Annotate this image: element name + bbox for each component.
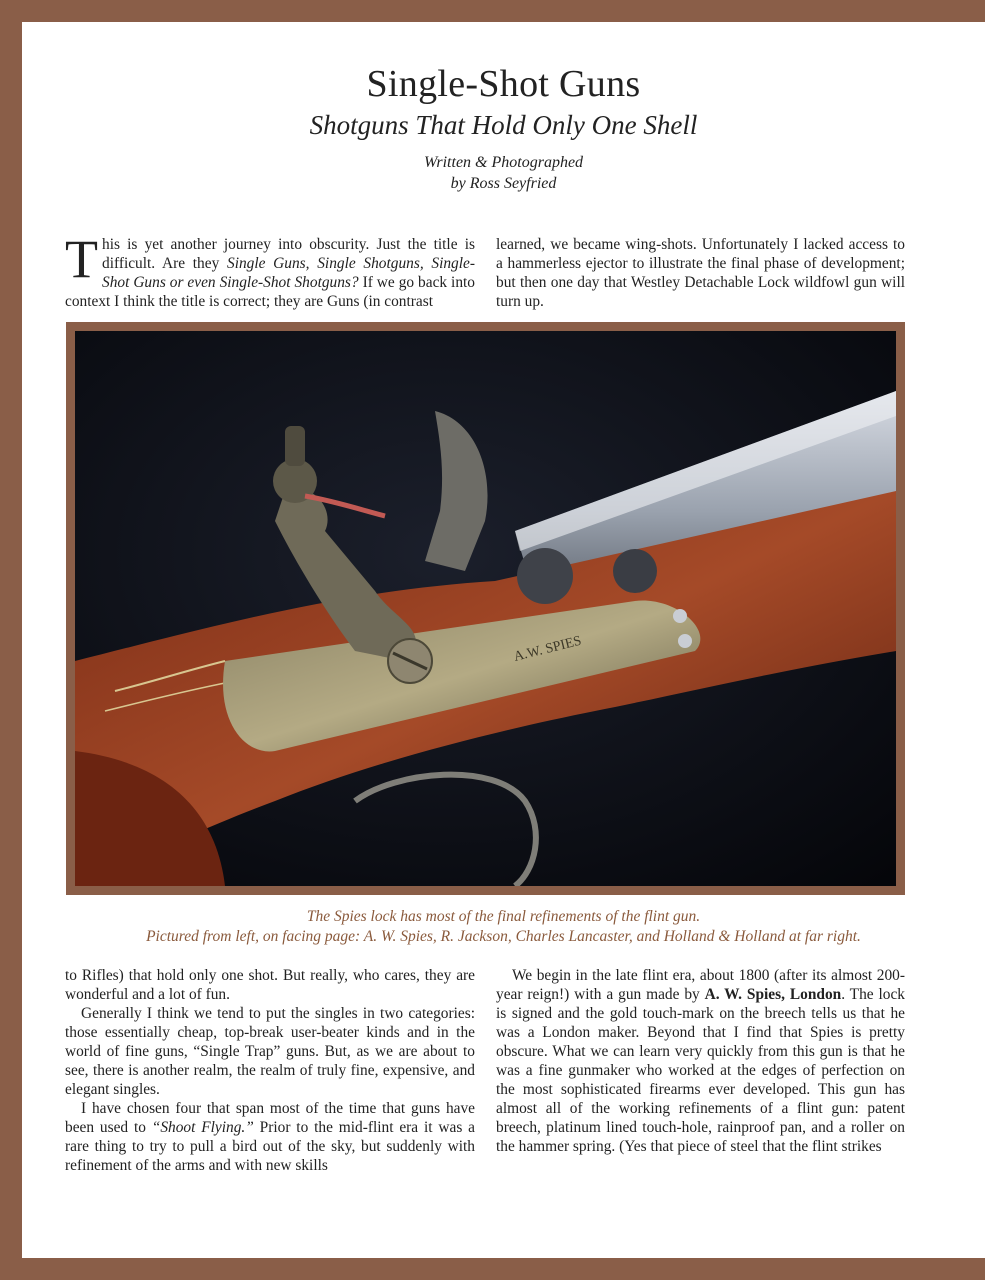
paragraph-4-text-1: We begin in the late flint era, about 1800 (after its almost 200-year reign!) with a gun made by: [496, 967, 905, 1003]
intro-text-1: his is yet another journey into obscurity. Just the title is difficult. Are they: [102, 236, 475, 272]
bottom-right-column: [496, 966, 905, 1156]
maker-name: A. W. Spies, London: [704, 986, 842, 1003]
top-right-column: [496, 235, 905, 311]
byline: [22, 152, 985, 194]
lock-engraving-text: A.W. SPIES: [512, 633, 584, 665]
article-title: Single-Shot Guns: [366, 63, 641, 105]
article-subtitle: Shotguns That Hold Only One Shell: [309, 110, 698, 140]
caption-line-1: The Spies lock has most of the final refinements of the flint gun.: [306, 908, 701, 925]
intro-column: [65, 229, 476, 311]
byline-line-1: Written & Photographed: [423, 154, 584, 171]
paragraph-1: to Rifles) that hold only one shot. But really, who cares, they are wonderful and a lot of fun.: [65, 967, 475, 1003]
paragraph-4: [496, 966, 905, 1156]
flintlock-photo: [75, 331, 896, 886]
top-right-paragraph: learned, we became wing-shots. Unfortunately I lacked access to a hammerless ejector to illustrate the final phase of development; but then one day that Westley Detachable Lock wildfowl gun will turn up.: [496, 236, 905, 310]
paragraph-3-italic: “Shoot Flying.”: [151, 1119, 254, 1136]
paragraph-4-text-2: . The lock is signed and the gold touch-mark on the breech tells us that he was a London maker. Beyond that I find that Spies is pretty obscure. What we can learn very quickly from this gun is that he was a fine gunmaker who worked at the edges of perfection on the most sophisticated firearms ever developed. This gun has almost all of the working refinements of a flint gun: patent breech, platinum lined touch-hole, rainproof pan, and a roller on the hammer spring. (Yes that piece of steel that the flint strikes: [496, 986, 905, 1155]
intro-paragraph: [65, 229, 476, 311]
paragraph-3-text-2: Prior to the mid-flint era it was a rare thing to try to pull a bird out of the sky, but suddenly with refinement of the arms and with new skills: [65, 1119, 475, 1174]
paragraph-3: [65, 1099, 475, 1175]
intro-text-2: If we go back into context I think the title is correct; they are Guns (in contrast: [65, 274, 476, 310]
photo-caption: [22, 907, 985, 947]
drop-cap: T: [65, 229, 98, 289]
photo-frame: [66, 322, 905, 895]
intro-text-italic: Single Guns, Single Shotguns, Single-Shot Guns or even Single-Shot Shotguns?: [102, 255, 475, 291]
paragraph-3-text-1: I have chosen four that span most of the time that guns have been used to: [65, 1100, 475, 1136]
caption-line-2: Pictured from left, on facing page: A. W. Spies, R. Jackson, Charles Lancaster, and Holland & Holland at far right.: [146, 928, 861, 945]
byline-line-2: by Ross Seyfried: [450, 175, 557, 192]
bottom-left-column: [65, 966, 475, 1175]
magazine-page: [22, 22, 985, 1258]
paragraph-2: Generally I think we tend to put the singles in two categories: those essentially cheap, top-break user-beater kinds and in the world of fine guns, “Single Trap” guns. But, as we are about to see, there is another realm, the realm of truly fine, expensive, and elegant singles.: [65, 1005, 475, 1098]
flintlock-illustration: [75, 331, 896, 886]
